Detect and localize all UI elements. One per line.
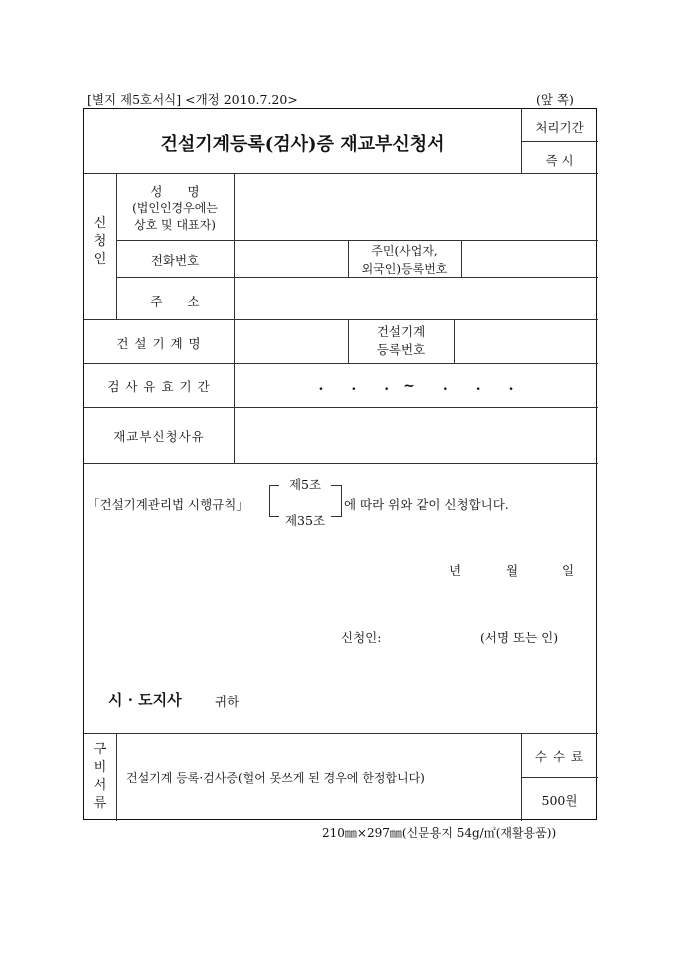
application-form <box>83 108 597 820</box>
declaration-text: 에 따라 위와 같이 신청합니다. <box>344 497 509 512</box>
phone-field[interactable] <box>240 249 344 269</box>
law-name: 「건설기계관리법 시행규칙」 <box>87 497 249 512</box>
fee-label: 수 수 료 <box>534 749 585 764</box>
address-field[interactable] <box>242 290 592 310</box>
reason-field[interactable] <box>242 425 592 445</box>
divider <box>234 173 235 463</box>
divider <box>116 240 598 241</box>
divider <box>84 463 598 464</box>
divider <box>116 277 598 278</box>
name-sub-label-2: 상호 및 대표자) <box>134 218 216 232</box>
form-title: 건설기계등록(검사)증 재교부신청서 <box>160 134 445 155</box>
validity-label: 검 사 유 효 기 간 <box>107 379 211 394</box>
article-35: 제35조 <box>279 511 331 529</box>
name-label: 성 명 <box>150 184 200 199</box>
name-field[interactable] <box>242 199 592 219</box>
documents-section-label: 구 비 서 류 <box>93 742 107 811</box>
divider <box>84 173 598 174</box>
applicant-section-label: 신 청 인 <box>93 216 107 267</box>
paper-spec: 210㎜×297㎜(신문용지 54g/㎡(재활용품)) <box>322 826 557 840</box>
recipient-name: 시 · 도지사 <box>108 691 182 709</box>
machine-reg-label-1: 건설기계 <box>376 324 426 339</box>
divider <box>454 319 455 363</box>
divider <box>116 733 117 821</box>
form-number: [별지 제5호서식] <개정 2010.7.20> <box>87 92 298 107</box>
id-number-field[interactable] <box>467 249 593 269</box>
machine-name-field[interactable] <box>240 332 344 352</box>
machine-name-label: 건 설 기 계 명 <box>116 336 202 351</box>
divider <box>84 319 598 320</box>
date-month: 월 <box>506 563 519 578</box>
fee-value: 500원 <box>541 793 578 808</box>
processing-period-label: 처리기간 <box>535 120 584 135</box>
signer-label: 신청인: <box>341 630 382 645</box>
divider <box>461 240 462 277</box>
article-5: 제5조 <box>279 475 331 493</box>
divider <box>521 777 598 778</box>
address-label: 주 소 <box>150 294 200 309</box>
recipient-suffix: 귀하 <box>215 694 240 709</box>
document-item: 건설기계 등록·검사증(헐어 못쓰게 된 경우에 한정합니다) <box>126 771 425 785</box>
validity-field[interactable]: . . . ~ . . . <box>318 378 514 394</box>
machine-reg-label-2: 등록번호 <box>376 342 426 357</box>
id-label-2: 외국인)등록번호 <box>361 262 448 276</box>
date-day: 일 <box>562 563 575 578</box>
divider <box>84 363 598 364</box>
divider <box>84 407 598 408</box>
date-year: 년 <box>449 563 462 578</box>
sign-note: (서명 또는 인) <box>480 630 559 645</box>
page-side: (앞 쪽) <box>536 92 574 107</box>
id-label-1: 주민(사업자, <box>371 244 438 258</box>
right-bracket <box>331 485 342 517</box>
phone-label: 전화번호 <box>150 253 200 268</box>
processing-period-value: 즉 시 <box>545 153 574 168</box>
signer-field[interactable] <box>404 623 474 645</box>
reason-label: 재교부신청사유 <box>113 429 205 444</box>
machine-reg-number-field[interactable] <box>460 332 592 352</box>
name-sub-label-1: (법인인경우에는 <box>132 201 218 215</box>
divider <box>521 141 598 142</box>
